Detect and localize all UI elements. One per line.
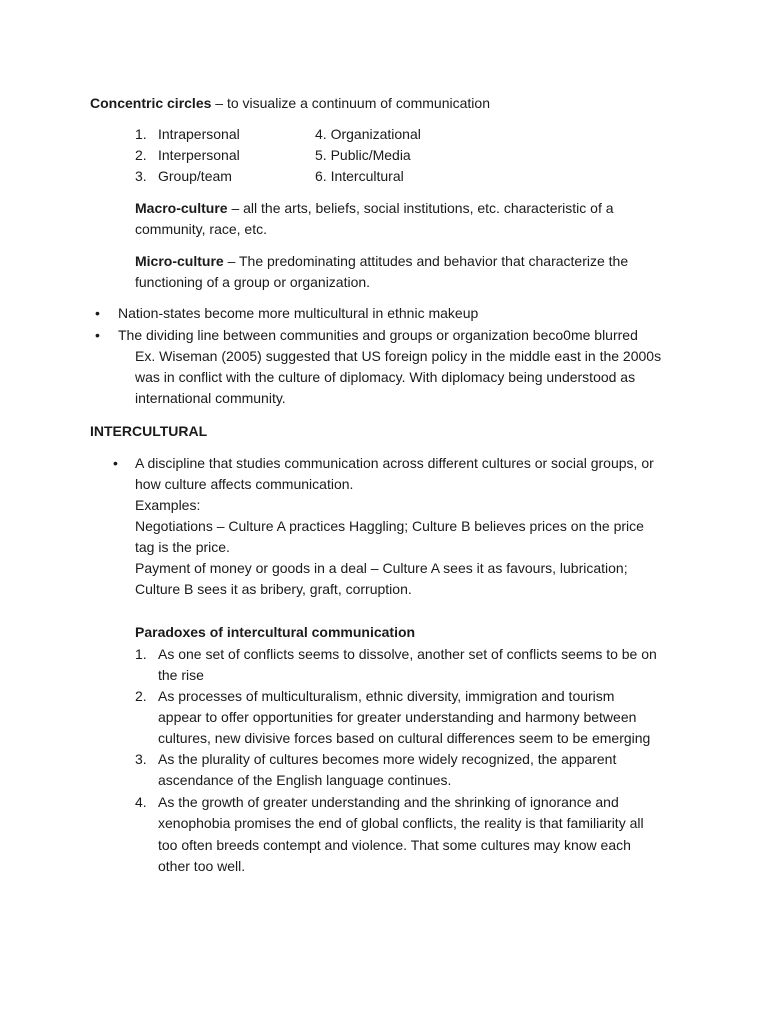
list-number: 2.: [135, 147, 147, 163]
concentric-circles-line: [90, 93, 490, 114]
section-heading: [90, 421, 207, 442]
list-item: Interpersonal: [158, 147, 240, 163]
paradox-line: appear to offer opportunities for greater understanding and harmony between: [158, 709, 637, 725]
paradoxes-heading: Paradoxes of intercultural communication: [135, 624, 416, 640]
bullet-dot: •: [95, 305, 100, 321]
paradoxes-heading-line: [135, 622, 415, 643]
paradox-line: ascendance of the English language continues.: [158, 772, 452, 788]
bullet-text: tag is the price.: [135, 539, 230, 555]
bullet-dot: •: [113, 455, 118, 471]
paradox-line: As the growth of greater understanding and the shrinking of ignorance and: [158, 794, 619, 810]
paradox-line: cultures, new divisive forces based on cultural differences seem to be emerging: [158, 730, 651, 746]
concentric-circles-term: Concentric circles: [90, 95, 212, 111]
micro-culture-line-2: functioning of a group or organization.: [135, 274, 371, 290]
bullet-text: how culture affects communication.: [135, 476, 354, 492]
paradox-line: too often breeds contempt and violence. That some cultures may know each: [158, 837, 631, 853]
macro-culture-line: [135, 198, 614, 219]
bullet-text: Payment of money or goods in a deal – Culture A sees it as favours, lubrication;: [135, 560, 628, 576]
micro-culture-term: Micro-culture: [135, 253, 224, 269]
example-line: was in conflict with the culture of diplomacy. With diplomacy being understood as: [135, 369, 636, 385]
list-number: 2.: [135, 688, 147, 704]
macro-culture-term: Macro-culture: [135, 200, 228, 216]
paradox-line: xenophobia promises the end of global conflicts, the reality is that familiarity all: [158, 815, 644, 831]
macro-culture-line-2: community, race, etc.: [135, 221, 268, 237]
list-item: 6. Intercultural: [315, 168, 404, 184]
list-number: 3.: [135, 168, 147, 184]
list-item: 5. Public/Media: [315, 147, 411, 163]
list-item: 4. Organizational: [315, 126, 421, 142]
paradox-line: As processes of multiculturalism, ethnic diversity, immigration and tourism: [158, 688, 615, 704]
concentric-circles-definition: – to visualize a continuum of communication: [211, 95, 490, 111]
paradox-line: As the plurality of cultures becomes more widely recognized, the apparent: [158, 751, 617, 767]
list-item: Intrapersonal: [158, 126, 240, 142]
paradox-line: As one set of conflicts seems to dissolve, another set of conflicts seems to be on: [158, 646, 657, 662]
macro-culture-definition: – all the arts, beliefs, social institutions, etc. characteristic of a: [227, 200, 614, 216]
list-number: 1.: [135, 646, 147, 662]
list-item: Group/team: [158, 168, 232, 184]
bullet-dot: •: [95, 327, 100, 343]
bullet-text: Culture B sees it as bribery, graft, corruption.: [135, 581, 412, 597]
example-line: Ex. Wiseman (2005) suggested that US foreign policy in the middle east in the 2000s: [135, 348, 662, 364]
list-number: 3.: [135, 751, 147, 767]
paradox-line: other too well.: [158, 858, 246, 874]
example-line: international community.: [135, 390, 286, 406]
list-number: 1.: [135, 126, 147, 142]
bullet-text: The dividing line between communities and groups or organization beco0me blurred: [118, 327, 638, 343]
bullet-text: Nation-states become more multicultural in ethnic makeup: [118, 305, 479, 321]
list-number: 4.: [135, 794, 147, 810]
bullet-text: Examples:: [135, 497, 201, 513]
paradox-line: the rise: [158, 667, 204, 683]
micro-culture-definition: – The predominating attitudes and behavior that characterize the: [223, 253, 629, 269]
intercultural-heading: INTERCULTURAL: [90, 423, 208, 439]
bullet-text: A discipline that studies communication across different cultures or social groups, or: [135, 455, 654, 471]
micro-culture-line: [135, 251, 628, 272]
bullet-text: Negotiations – Culture A practices Haggling; Culture B believes prices on the price: [135, 518, 644, 534]
